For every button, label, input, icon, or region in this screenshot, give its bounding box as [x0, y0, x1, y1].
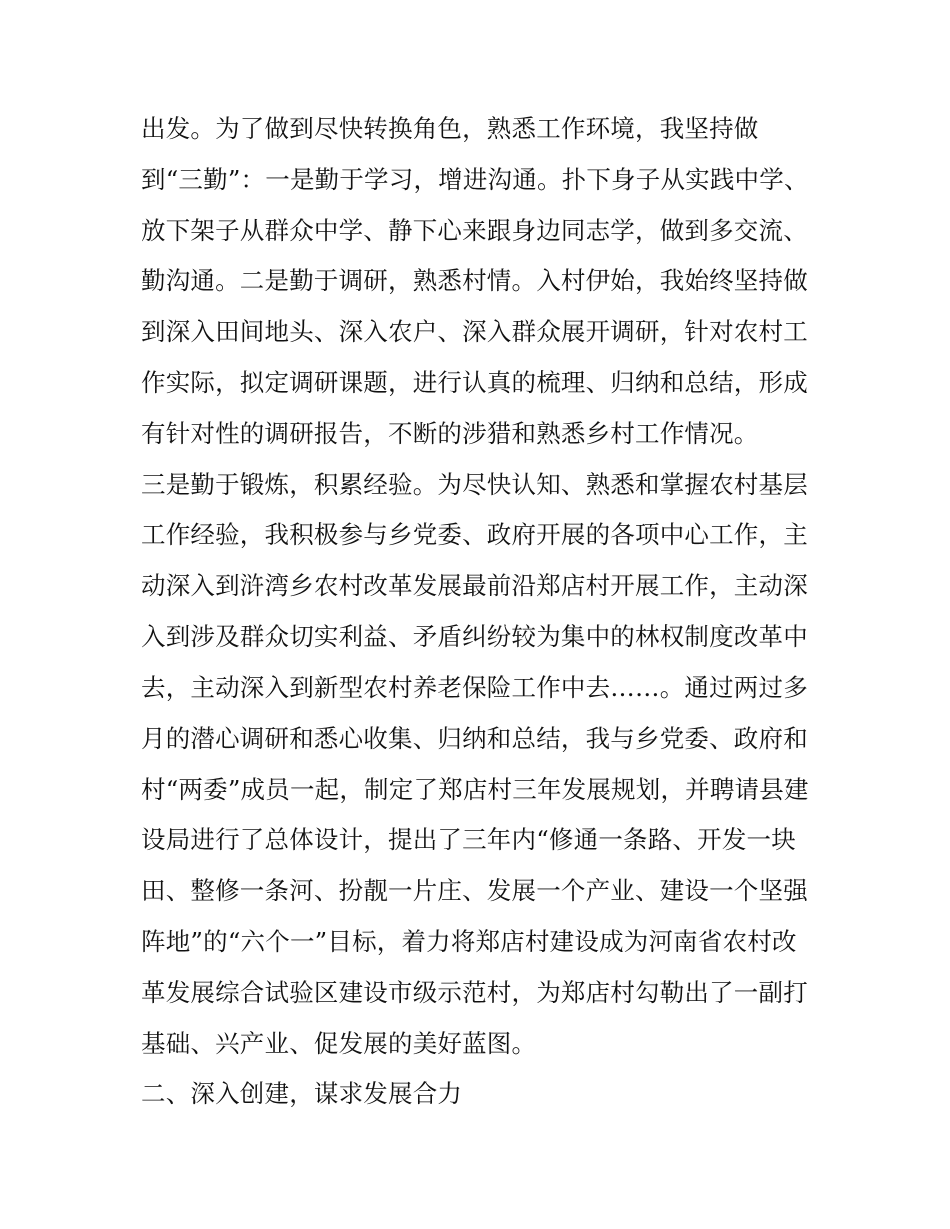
text-line: 基础、兴产业、促发展的美好蓝图。: [141, 1029, 537, 1058]
text-line: 月的潜心调研和悉心收集、归纳和总结，我与乡党委、政府和: [141, 724, 808, 753]
text-line: 有针对性的调研报告，不断的涉猎和熟悉乡村工作情况。: [141, 419, 759, 448]
text-line: 田、整修一条河、扮靓一片庄、发展一个产业、建设一个坚强: [141, 876, 808, 905]
text-line: 工作经验，我积极参与乡党委、政府开展的各项中心工作，主: [141, 520, 808, 549]
section-heading: 二、深入创建，谋求发展合力: [141, 1079, 463, 1108]
text-line: 设局进行了总体设计，提出了三年内“修通一条路、开发一块: [141, 825, 796, 854]
text-line: 阵地”的“六个一”目标，着力将郑店村建设成为河南省农村改: [141, 927, 797, 956]
text-line: 出发。为了做到尽快转换角色，熟悉工作环境，我坚持做: [141, 114, 759, 143]
text-line: 到深入田间地头、深入农户、深入群众展开调研，针对农村工: [141, 317, 808, 346]
text-line: 勤沟通。二是勤于调研，熟悉村情。入村伊始，我始终坚持做: [141, 266, 808, 295]
text-line: 三是勤于锻炼，积累经验。为尽快认知、熟悉和掌握农村基层: [141, 470, 808, 499]
text-line: 入到涉及群众切实利益、矛盾纠纷较为集中的林权制度改革中: [141, 622, 808, 651]
text-line: 村“两委”成员一起，制定了郑店村三年发展规划，并聘请县建: [141, 775, 809, 804]
text-line: 放下架子从群众中学、静下心来跟身边同志学，做到多交流、: [141, 216, 808, 245]
text-line: 到“三勤”：一是勤于学习，增进沟通。扑下身子从实践中学、: [141, 165, 809, 194]
text-line: 作实际，拟定调研课题，进行认真的梳理、归纳和总结，形成: [141, 368, 808, 397]
text-line: 去，主动深入到新型农村养老保险工作中去……。通过两过多: [141, 673, 808, 702]
text-line: 动深入到浒湾乡农村改革发展最前沿郑店村开展工作，主动深: [141, 571, 808, 600]
text-line: 革发展综合试验区建设市级示范村，为郑店村勾勒出了一副打: [141, 978, 808, 1007]
